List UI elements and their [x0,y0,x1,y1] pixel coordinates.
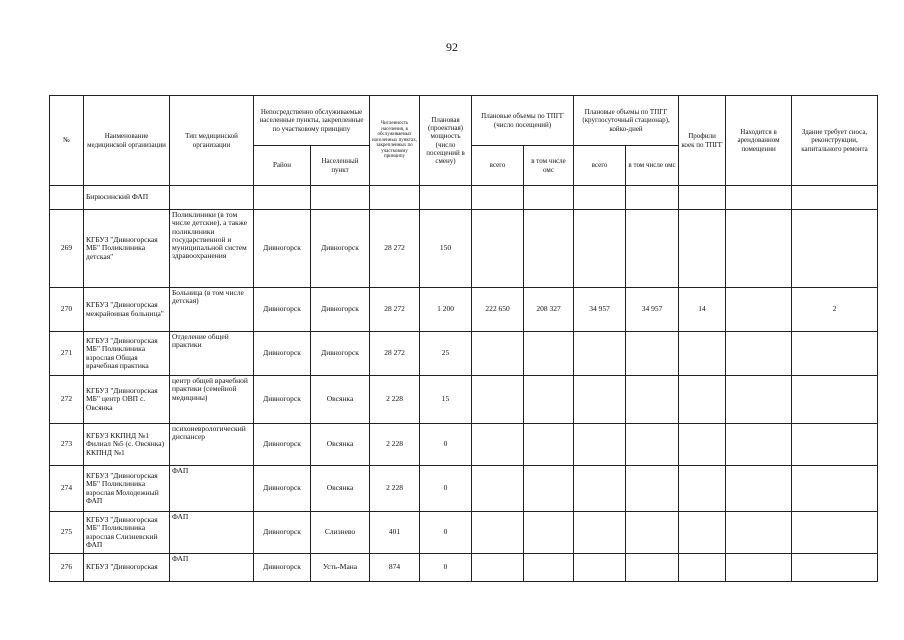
cell-visits-total [472,512,524,554]
cell-type: психоневрологический диспансер [170,424,254,466]
cell-repair [792,554,878,582]
cell-capacity: 150 [420,210,472,288]
header-type: Тип медицинской организации [170,96,254,186]
table-row [50,186,878,210]
cell-visits-oms [524,424,574,466]
cell-beds-total [574,332,626,376]
cell-visits-total [472,554,524,582]
header-population: Численность населения, в обслуживаемых населенных пунктах, закрепленных по участковому принципу [370,96,420,186]
table-body [50,186,878,582]
cell-name: КГБУЗ "Дивногорская МБ" Поликлиника взрослая Слизневский ФАП [84,512,170,554]
cell-profiles [679,466,726,512]
cell-rented [726,554,792,582]
cell-locality: Овсянка [311,424,370,466]
header-visits: Плановые объемы по ТПГГ (число посещений) [472,96,574,146]
cell-repair: 2 [792,288,878,332]
cell-visits-total [472,466,524,512]
cell-profiles [679,332,726,376]
subheader-cell: Бирюсинский ФАП [84,186,170,210]
cell-locality: Дивногорск [311,332,370,376]
header-beds: Плановые объемы по ТПГГ (круглосуточный стационар), койко-дней [574,96,679,146]
cell-visits-oms: 208 327 [524,288,574,332]
cell-locality: Дивногорск [311,288,370,332]
cell-type: Больница (в том числе детская) [170,288,254,332]
cell-repair [792,332,878,376]
table-row [50,210,878,288]
cell-empty [792,186,878,210]
cell-district: Дивногорск [254,512,311,554]
cell-rented [726,332,792,376]
cell-capacity: 25 [420,332,472,376]
cell-beds-oms [626,424,679,466]
cell-population: 28 272 [370,288,420,332]
cell-beds-oms [626,512,679,554]
table-row [50,288,878,332]
cell-visits-total: 222 650 [472,288,524,332]
cell-type: ФАП [170,466,254,512]
cell-visits-oms [524,512,574,554]
cell-name: КГБУЗ "Дивногорская [84,554,170,582]
table-header [50,96,878,186]
cell-visits-oms [524,466,574,512]
cell-empty [50,186,84,210]
cell-population: 2 228 [370,466,420,512]
cell-population: 28 272 [370,210,420,288]
table-row [50,376,878,424]
cell-visits-oms [524,554,574,582]
header-repair: Здание требует сноса, реконструкции, капитального ремонта [792,96,878,186]
cell-profiles [679,512,726,554]
cell-locality: Усть-Мана [311,554,370,582]
header-visits-oms: в том числе омс [524,146,574,186]
header-district: Район [254,146,311,186]
table-row [50,512,878,554]
cell-empty [574,186,626,210]
cell-beds-oms [626,332,679,376]
cell-rented [726,424,792,466]
cell-profiles [679,554,726,582]
cell-visits-total [472,376,524,424]
cell-profiles [679,210,726,288]
facilities-table [49,95,878,582]
cell-visits-total [472,210,524,288]
cell-repair [792,466,878,512]
table-row [50,332,878,376]
cell-district: Дивногорск [254,210,311,288]
cell-num: 274 [50,466,84,512]
cell-repair [792,424,878,466]
header-capacity: Плановая (проектная) мощность (число посещений в смену) [420,96,472,186]
cell-capacity: 15 [420,376,472,424]
cell-rented [726,376,792,424]
cell-locality: Дивногорск [311,210,370,288]
cell-district: Дивногорск [254,554,311,582]
cell-repair [792,210,878,288]
cell-capacity: 0 [420,554,472,582]
cell-empty [170,186,254,210]
cell-beds-oms: 34 957 [626,288,679,332]
cell-population: 2 228 [370,424,420,466]
cell-name: КГБУЗ "Дивногорская межрайонная больница" [84,288,170,332]
cell-beds-oms [626,376,679,424]
cell-profiles [679,424,726,466]
cell-num: 275 [50,512,84,554]
cell-empty [311,186,370,210]
cell-beds-total [574,554,626,582]
cell-locality: Овсянка [311,376,370,424]
cell-num: 272 [50,376,84,424]
cell-empty [254,186,311,210]
header-beds-total: всего [574,146,626,186]
cell-name: КГБУЗ "Дивногорская МБ" Поликлиника взрослая Общая врачебная практика [84,332,170,376]
cell-num: 270 [50,288,84,332]
cell-type: Поликлиники (в том числе детские), а также поликлиники государственной и муниципальной систем здравоохранения [170,210,254,288]
header-beds-oms: в том числе омс [626,146,679,186]
cell-empty [679,186,726,210]
cell-profiles [679,376,726,424]
cell-visits-oms [524,332,574,376]
cell-rented [726,466,792,512]
cell-visits-oms [524,376,574,424]
cell-district: Дивногорск [254,424,311,466]
cell-population: 874 [370,554,420,582]
cell-name: КГБУЗ ККПНД №1 Филиал №5 (с. Овсянка) ККПНД №1 [84,424,170,466]
cell-beds-total [574,466,626,512]
cell-population: 2 228 [370,376,420,424]
header-rented: Находится в арендованном помещении [726,96,792,186]
cell-visits-total [472,424,524,466]
cell-name: КГБУЗ "Дивногорская МБ" центр ОВП с. Овсянка [84,376,170,424]
cell-name: КГБУЗ "Дивногорская МБ" Поликлиника взрослая Молодежный ФАП [84,466,170,512]
header-name: Наименование медицинской организации [84,96,170,186]
cell-beds-oms [626,554,679,582]
cell-population: 401 [370,512,420,554]
cell-district: Дивногорск [254,466,311,512]
cell-district: Дивногорск [254,332,311,376]
header-visits-total: всего [472,146,524,186]
cell-repair [792,376,878,424]
cell-district: Дивногорск [254,376,311,424]
header-profiles: Профили коек по ТПГГ [679,96,726,186]
cell-capacity: 0 [420,512,472,554]
cell-empty [524,186,574,210]
cell-beds-total [574,210,626,288]
cell-visits-oms [524,210,574,288]
cell-beds-oms [626,210,679,288]
cell-profiles: 14 [679,288,726,332]
cell-type: Отделение общей практики [170,332,254,376]
cell-beds-total [574,424,626,466]
cell-num: 271 [50,332,84,376]
cell-visits-total [472,332,524,376]
header-settlements: Непосредственно обслуживаемые населенные пункты, закрепленные по участковому принципу [254,96,370,146]
cell-empty [420,186,472,210]
cell-rented [726,512,792,554]
cell-name: КГБУЗ "Дивногорская МБ" Поликлиника детская" [84,210,170,288]
cell-capacity: 0 [420,466,472,512]
page-number: 92 [446,40,458,54]
cell-beds-oms [626,466,679,512]
cell-beds-total [574,512,626,554]
cell-rented [726,288,792,332]
cell-empty [472,186,524,210]
table-row [50,466,878,512]
cell-type: ФАП [170,554,254,582]
cell-empty [726,186,792,210]
cell-locality: Овсянка [311,466,370,512]
cell-rented [726,210,792,288]
cell-district: Дивногорск [254,288,311,332]
cell-num: 269 [50,210,84,288]
cell-empty [626,186,679,210]
table-row [50,424,878,466]
cell-num: 276 [50,554,84,582]
cell-beds-total [574,376,626,424]
cell-repair [792,512,878,554]
table-row [50,554,878,582]
cell-type: ФАП [170,512,254,554]
cell-capacity: 0 [420,424,472,466]
cell-locality: Слизнево [311,512,370,554]
cell-beds-total: 34 957 [574,288,626,332]
cell-type: центр общей врачебной практики (семейной медицины) [170,376,254,424]
cell-empty [370,186,420,210]
cell-capacity: 1 200 [420,288,472,332]
cell-population: 28 272 [370,332,420,376]
header-num: № [50,96,84,186]
header-locality: Населенный пункт [311,146,370,186]
cell-num: 273 [50,424,84,466]
